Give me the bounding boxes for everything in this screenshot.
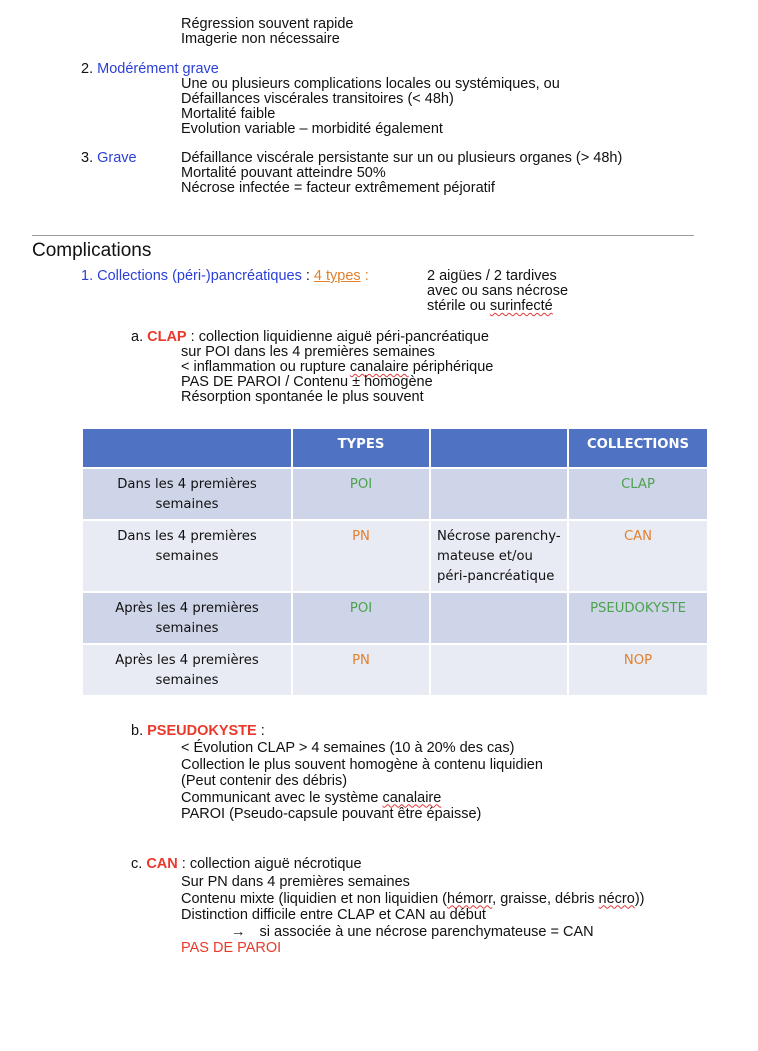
pseudokyste-details	[181, 740, 543, 823]
pseudokyste-term: PSEUDOKYSTE	[147, 723, 257, 739]
list-number: 3.	[81, 150, 94, 166]
collections-heading	[81, 269, 369, 284]
table-row	[82, 644, 708, 696]
header-cell: TYPES	[292, 428, 430, 468]
separator: :	[360, 268, 369, 284]
moderate-details	[181, 77, 560, 137]
text-line	[181, 790, 543, 807]
clap-heading	[131, 330, 489, 345]
misspelled-word: nécro	[598, 890, 635, 907]
collection-cell: NOP	[568, 644, 708, 696]
severe-details	[181, 151, 622, 196]
text-span: si associée à une nécrose parenchymateuse = CAN	[259, 923, 594, 940]
text-line: Mortalité pouvant atteindre 50%	[181, 165, 386, 181]
misspelled-word: canalaire	[349, 359, 409, 375]
period-cell: Après les 4 premières semaines	[82, 592, 292, 644]
arrow-right-icon: →	[231, 923, 246, 940]
text-span: périphérique	[408, 359, 494, 375]
collections-table	[81, 427, 709, 697]
separator: :	[301, 268, 314, 284]
collection-cell: CLAP	[568, 468, 708, 520]
text-line	[427, 299, 568, 314]
collections-label: 1. Collections (péri-)pancréatiques	[81, 268, 302, 284]
text-line: (Peut contenir des débris)	[181, 773, 348, 789]
type-cell: POI	[292, 468, 430, 520]
text-line	[181, 924, 644, 941]
type-cell: POI	[292, 592, 430, 644]
warning-text: PAS DE PAROI	[181, 940, 282, 956]
text-line: < Évolution CLAP > 4 semaines (10 à 20% des cas)	[181, 740, 515, 756]
type-cell: PN	[292, 644, 430, 696]
severity-label: Grave	[97, 150, 137, 166]
misspelled-word: canalaire	[382, 789, 442, 806]
text-line	[181, 891, 644, 908]
can-heading	[131, 857, 362, 872]
collection-cell: PSEUDOKYSTE	[568, 592, 708, 644]
text-line: avec ou sans nécrose	[427, 283, 569, 299]
text-line: Régression souvent rapide	[181, 16, 354, 32]
text-line: Défaillances viscérales transitoires (< 48h)	[181, 91, 454, 107]
table-row	[82, 468, 708, 520]
mild-details	[181, 17, 354, 47]
text-span: ))	[634, 890, 645, 907]
text-line: Imagerie non nécessaire	[181, 31, 340, 47]
text-line: Distinction difficile entre CLAP et CAN au début	[181, 907, 486, 923]
period-cell: Dans les 4 premières semaines	[82, 468, 292, 520]
text-line: Sur PN dans 4 premières semaines	[181, 874, 410, 890]
description: :	[256, 723, 265, 739]
text-line: Nécrose infectée = facteur extrêmement péjoratif	[181, 180, 495, 196]
collection-cell: CAN	[568, 520, 708, 592]
section-title: Complications	[32, 240, 152, 261]
note-cell	[430, 592, 568, 644]
text-line: Défaillance viscérale persistante sur un ou plusieurs organes (> 48h)	[181, 150, 623, 166]
list-letter: a.	[131, 329, 148, 345]
clap-details	[181, 345, 493, 405]
period-cell: Après les 4 premières semaines	[82, 644, 292, 696]
description: : collection aiguë nécrotique	[177, 856, 362, 872]
header-cell: COLLECTIONS	[568, 428, 708, 468]
text-span: < inflammation ou rupture	[181, 359, 350, 375]
text-line: PAS DE PAROI / Contenu ± homogène	[181, 374, 433, 390]
note-cell	[430, 468, 568, 520]
clap-term: CLAP	[147, 329, 187, 345]
text-line: Une ou plusieurs complications locales ou systémiques, ou	[181, 76, 560, 92]
description: : collection liquidienne aiguë péri-pancréatique	[186, 329, 489, 345]
text-line: 2 aigües / 2 tardives	[427, 268, 557, 284]
type-cell: PN	[292, 520, 430, 592]
severity-severe-heading	[81, 151, 137, 166]
text-line: Evolution variable – morbidité également	[181, 121, 443, 137]
text-line: Résorption spontanée le plus souvent	[181, 389, 424, 405]
misspelled-word: surinfecté	[489, 298, 553, 314]
misspelled-word: hémorr	[447, 890, 493, 907]
text-span: Communicant avec le système	[181, 789, 383, 806]
table-row	[82, 520, 708, 592]
severity-moderate-heading	[81, 62, 219, 77]
period-cell: Dans les 4 premières semaines	[82, 520, 292, 592]
text-span: , graisse, débris	[492, 890, 599, 907]
text-line: PAROI (Pseudo-capsule pouvant être épaisse)	[181, 806, 482, 822]
can-term: CAN	[146, 856, 178, 872]
severity-label: Modérément grave	[97, 61, 219, 77]
text-span: stérile ou	[427, 298, 490, 314]
header-cell	[430, 428, 568, 468]
text-line: sur POI dans les 4 premières semaines	[181, 344, 435, 360]
text-line: Mortalité faible	[181, 106, 276, 122]
text-line: Collection le plus souvent homogène à contenu liquidien	[181, 756, 543, 773]
can-details	[181, 874, 644, 957]
table-header-row	[82, 428, 708, 468]
text-span: Contenu mixte (liquidien et non liquidien (	[181, 890, 447, 907]
list-letter: b.	[131, 723, 148, 739]
text-line	[181, 360, 493, 375]
list-letter: c.	[131, 856, 147, 872]
table-row	[82, 592, 708, 644]
header-cell	[82, 428, 292, 468]
note-cell	[430, 644, 568, 696]
collections-notes	[427, 269, 568, 314]
list-number: 2.	[81, 61, 94, 77]
pseudokyste-heading	[131, 724, 265, 739]
note-cell: Nécrose parenchy-mateuse et/ou péri-pancréatique	[430, 520, 568, 592]
types-link: 4 types	[313, 268, 361, 284]
section-divider	[32, 235, 694, 236]
